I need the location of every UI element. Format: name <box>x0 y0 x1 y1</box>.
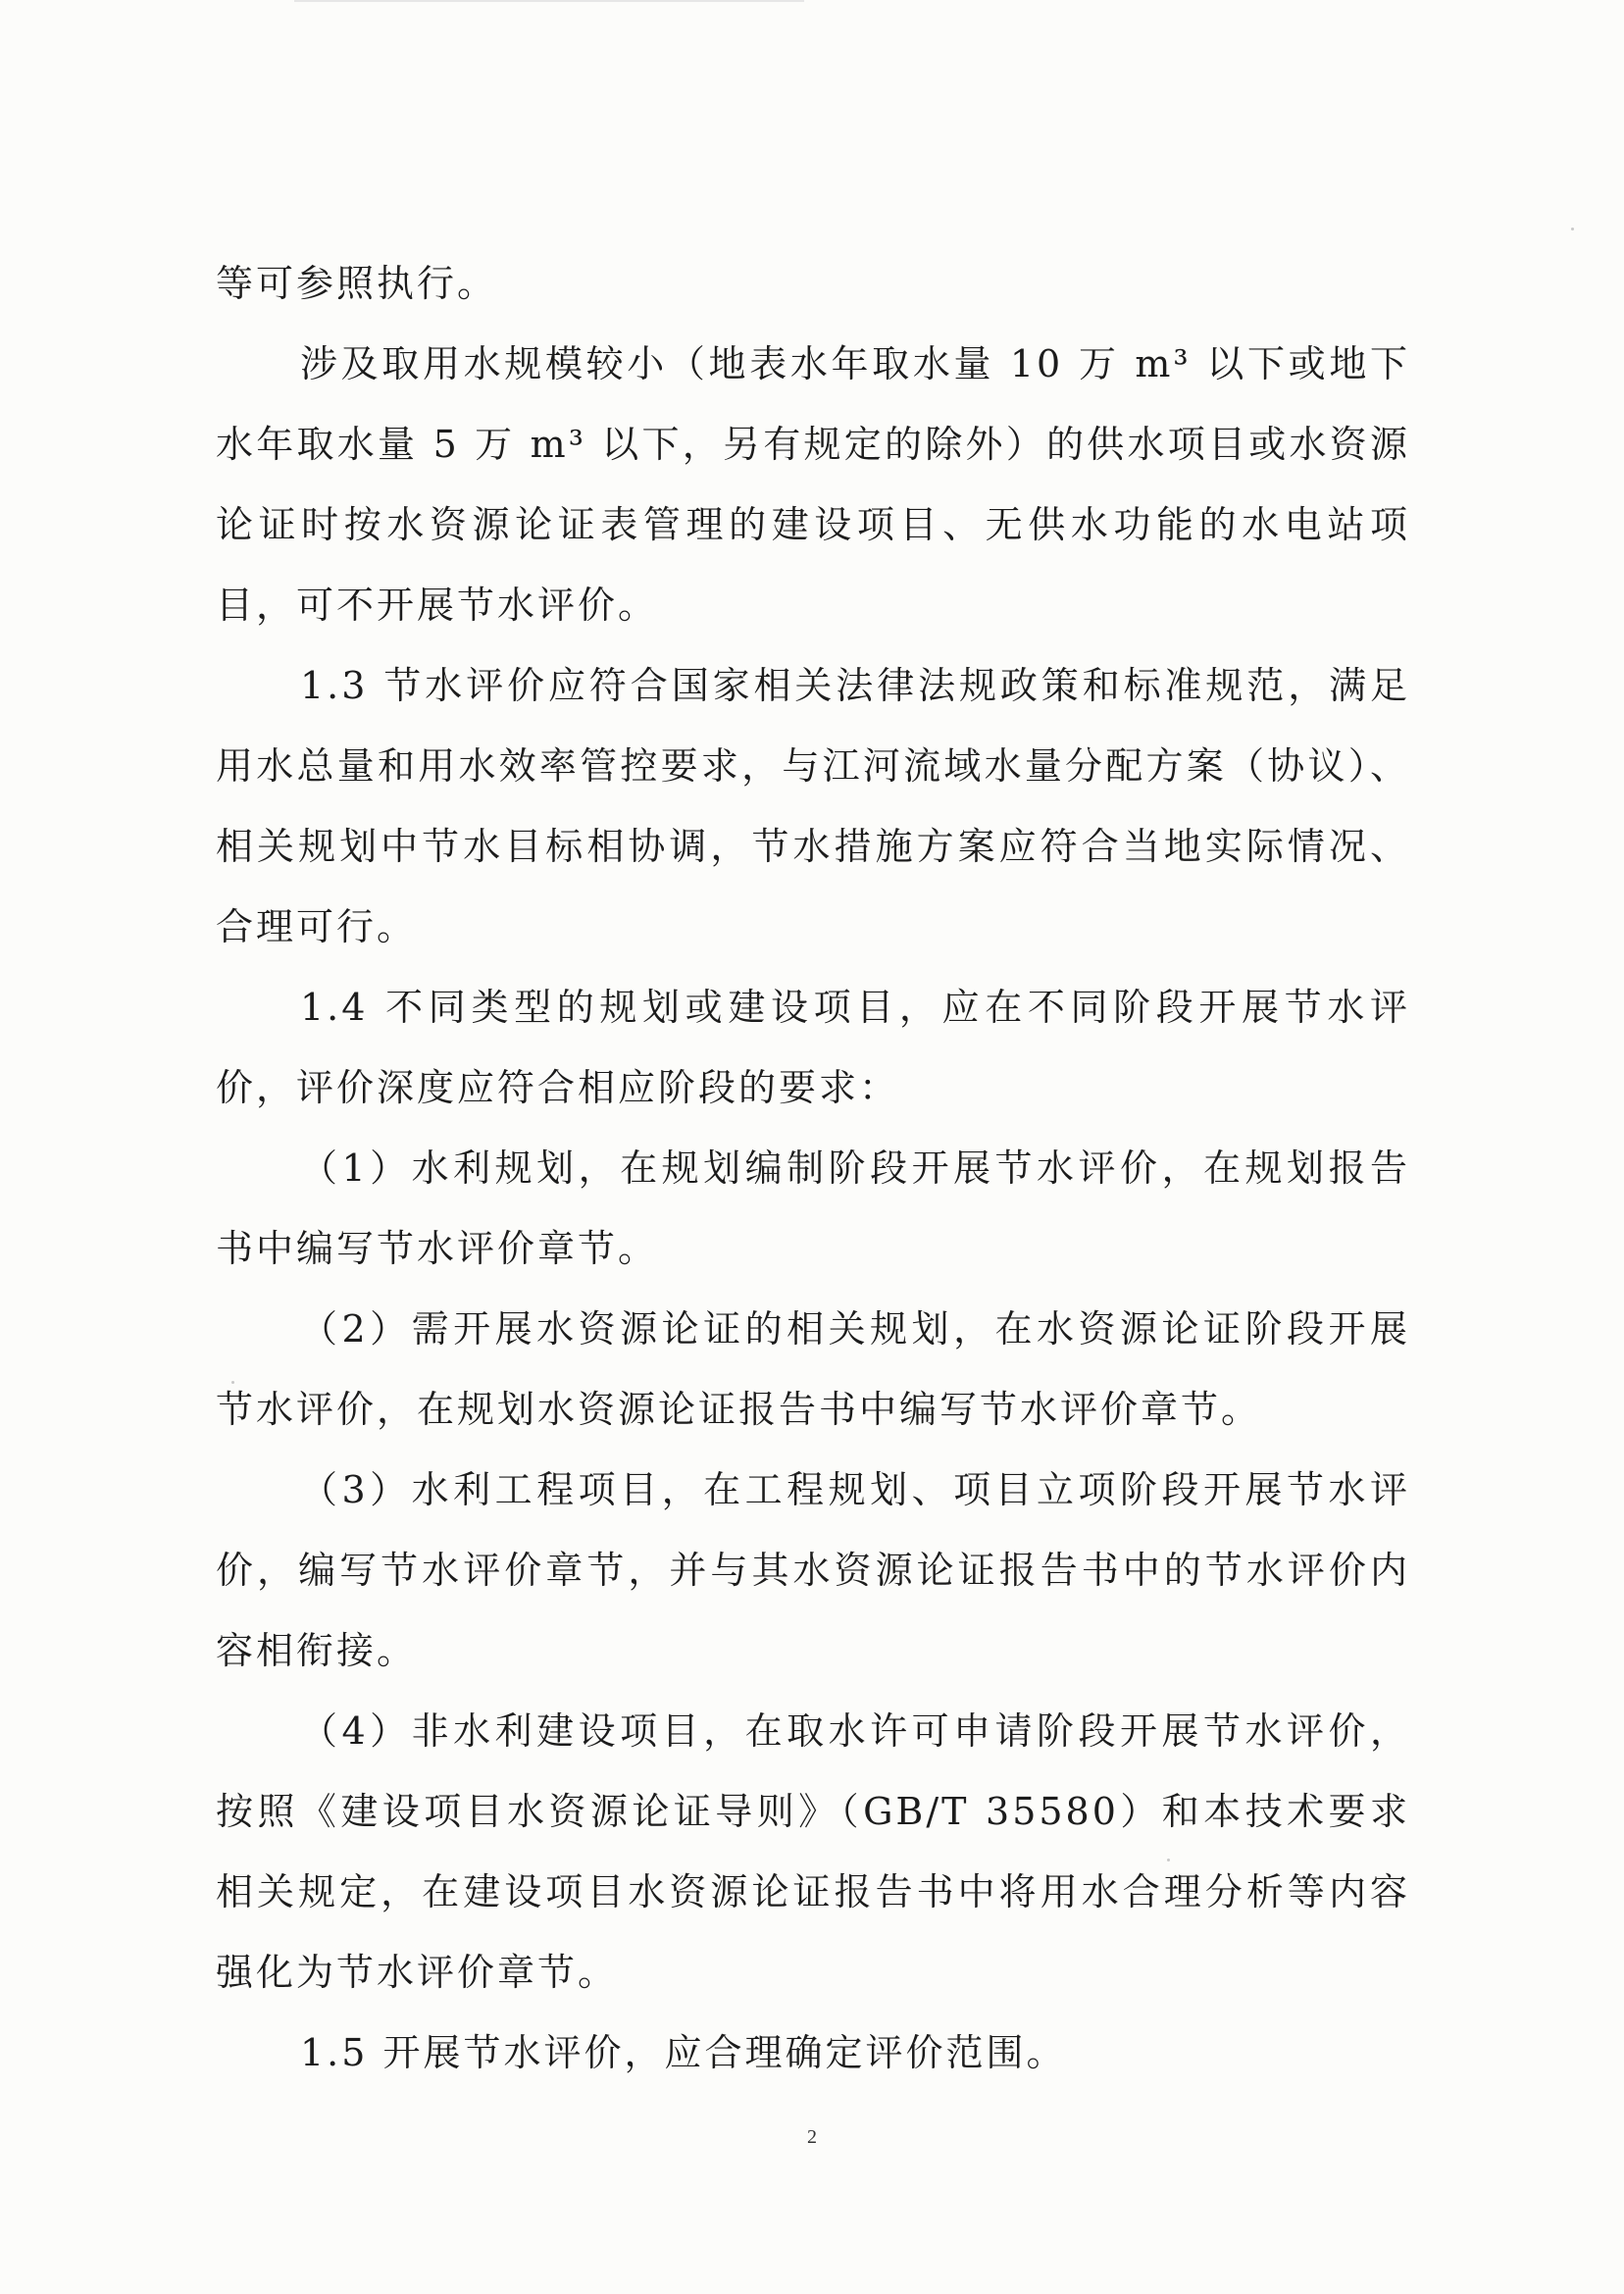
scan-speck <box>231 1381 234 1384</box>
list-item-3: （3）水利工程项目，在工程规划、项目立项阶段开展节水评价，编写节水评价章节，并与其水资源论证报告书中的节水评价内容相衔接。 <box>216 1468 1410 1672</box>
scan-speck <box>1167 1859 1170 1861</box>
paragraph-1-5: 1.5 开展节水评价，应合理确定评价范围。 <box>300 2031 1067 2074</box>
paragraph-1-3: 1.3 节水评价应符合国家相关法律法规政策和标准规范，满足用水总量和用水效率管控要求，与江河流域水量分配方案（协议）、相关规划中节水目标相协调，节水措施方案应符合当地实际情况、合理可行。 <box>216 664 1410 948</box>
paragraph-1-4: 1.4 不同类型的规划或建设项目，应在不同阶段开展节水评价，评价深度应符合相应阶段的要求： <box>216 986 1410 1109</box>
list-item-4: （4）非水利建设项目，在取水许可申请阶段开展节水评价，按照《建设项目水资源论证导则》（GB/T 35580）和本技术要求相关规定，在建设项目水资源论证报告书中将用水合理分析等内容强化为节水评价章节。 <box>216 1709 1410 1994</box>
paragraph-continuation: 等可参照执行。 <box>216 262 498 305</box>
list-item-2: （2）需开展水资源论证的相关规划，在水资源论证阶段开展节水评价，在规划水资源论证报告书中编写节水评价章节。 <box>216 1307 1410 1431</box>
scan-speck <box>1571 228 1574 230</box>
list-item-1: （1）水利规划，在规划编制阶段开展节水评价，在规划报告书中编写节水评价章节。 <box>216 1147 1410 1270</box>
scan-edge-line <box>294 0 804 2</box>
paragraph-small-scale-exemption: 涉及取用水规模较小（地表水年取水量 10 万 m³ 以下或地下水年取水量 5 万 m³ 以下，另有规定的除外）的供水项目或水资源论证时按水资源论证表管理的建设项目、无供水功能的水电站项目，可不开展节水评价。 <box>216 342 1410 627</box>
document-body <box>216 243 1410 2093</box>
page-number: 2 <box>807 2126 817 2148</box>
